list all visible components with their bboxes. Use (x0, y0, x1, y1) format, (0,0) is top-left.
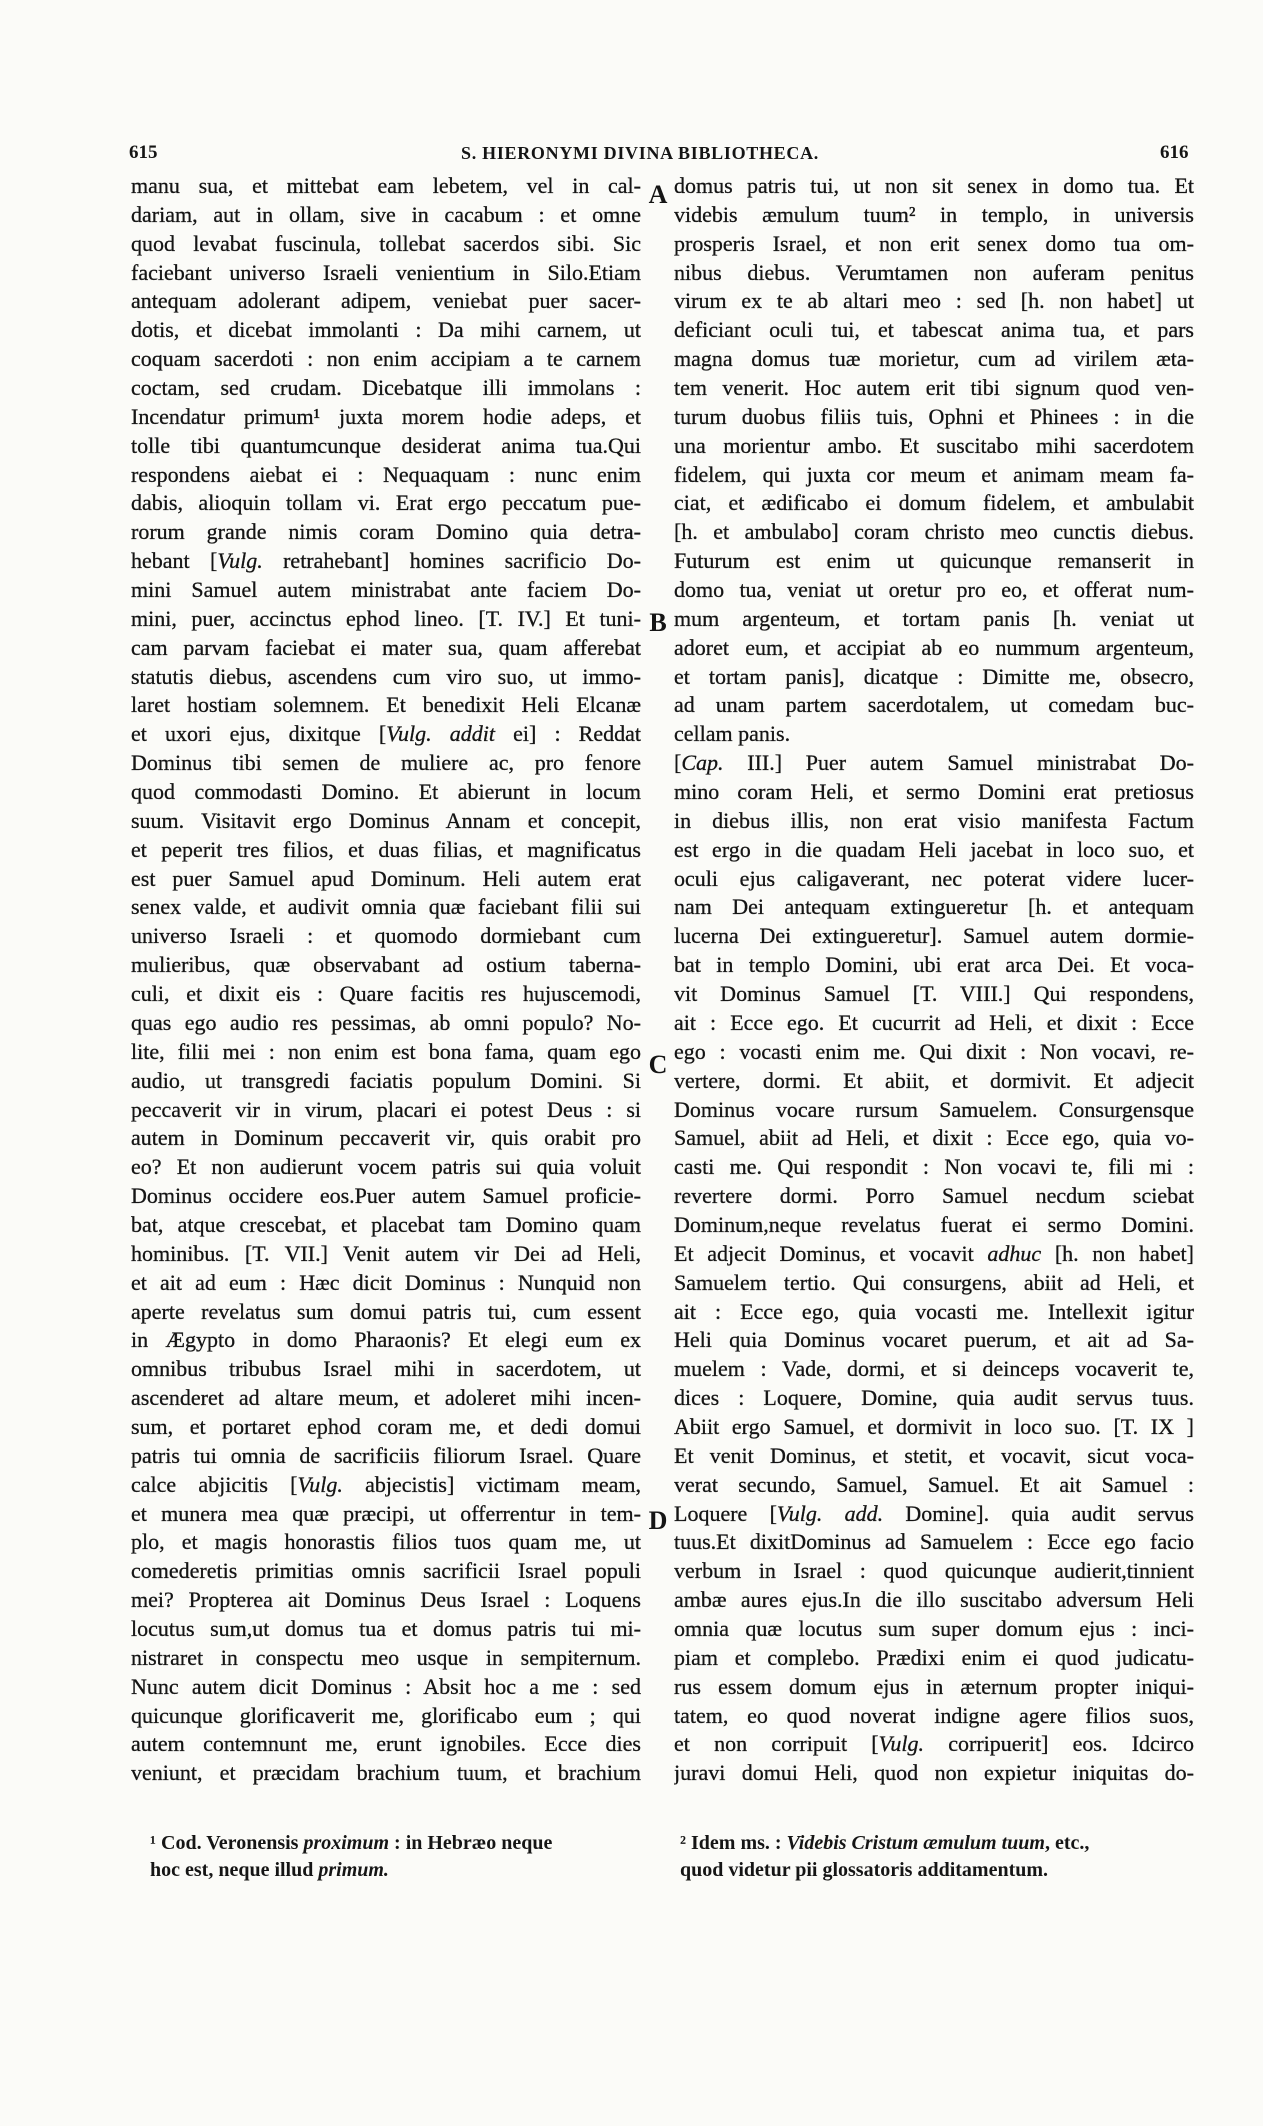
text-run: Et venit Dominus, et stetit, et vocavit, sicut voca- (674, 1442, 1194, 1468)
text-run: ² Idem ms. : (680, 1832, 787, 1854)
text-run: tolle tibi quantumcunque desiderat anima tua.Qui (131, 432, 641, 458)
text-run: magna domus tuæ morietur, cum ad virilem æta- (674, 346, 1194, 372)
text-run: culi, et dixit eis : Quare facitis res hujuscemodi, (131, 981, 641, 1007)
text-run: dices : Loquere, Domine, quia audit servus tuus. (674, 1385, 1194, 1411)
text-run: hebant [ (131, 548, 218, 574)
right-column-line (674, 1528, 1194, 1557)
text-run: manu sua, et mittebat eam lebetem, vel in cal- (131, 173, 641, 198)
right-column-line (674, 316, 1194, 345)
left-column-line (131, 1615, 641, 1644)
text-run: antequam adolerant adipem, veniebat puer sacer- (131, 288, 641, 314)
italic-run: Vulg. (297, 1471, 343, 1497)
left-column-line (131, 1124, 641, 1153)
text-run: et munera mea quæ præcipi, ut offerrentur in tem- (131, 1500, 641, 1526)
right-column-line (674, 1586, 1194, 1615)
text-run: statutis diebus, ascendens cum viro suo, ut immo- (131, 663, 641, 689)
right-column-line (674, 865, 1194, 894)
left-column-line (131, 1096, 641, 1125)
left-column-line (131, 489, 641, 518)
left-column-line (131, 807, 641, 836)
left-column-line (131, 691, 641, 720)
left-column-line (131, 951, 641, 980)
left-column-line (131, 1384, 641, 1413)
right-column-line (674, 1298, 1194, 1327)
text-run: Samuel, abiit ad Heli, et dixit : Ecce ego, quia vo- (674, 1125, 1194, 1151)
text-run: in diebus illis, non erat visio manifesta Factum (674, 807, 1194, 833)
text-run: ait : Ecce ego. Et cucurrit ad Heli, et dixit : Ecce (674, 1009, 1194, 1035)
footnote-left (150, 1830, 630, 1884)
left-column-line (131, 1182, 641, 1211)
text-run: omnibus tribubus Israel mihi in sacerdotem, ut (131, 1356, 641, 1382)
text-run: eo? Et non audierunt vocem patris sui quia voluit (131, 1154, 641, 1180)
text-run: domo tua, veniat ut oretur pro eo, et offerat num- (674, 577, 1194, 603)
text-run: [ (674, 750, 682, 776)
text-run: deficiant oculi tui, et tabescat anima tua, et pars (674, 317, 1194, 343)
right-column-line (674, 1326, 1194, 1355)
right-column-line (674, 1759, 1194, 1788)
right-column-line (674, 1124, 1194, 1153)
text-run: ait : Ecce ego, quia vocasti me. Intellexit igitur (674, 1298, 1194, 1324)
page-number-right: 616 (1160, 142, 1189, 163)
left-column-line (131, 172, 641, 201)
footnote-right (680, 1830, 1190, 1884)
text-run: Dominum,neque revelatus fuerat ei sermo Domini. (674, 1211, 1194, 1237)
text-run: lite, filii mei : non enim est bona fama, quam ego (131, 1038, 641, 1064)
right-column-line (674, 1240, 1194, 1269)
left-column-line (131, 1471, 641, 1500)
text-run: retrahebant] homines sacrificio Do- (262, 548, 641, 574)
left-column-line (131, 403, 641, 432)
text-run: : in Hebræo neque (389, 1832, 553, 1854)
text-run: ad unam partem sacerdotalem, ut comedam buc- (674, 692, 1194, 718)
text-run: et uxori ejus, dixitque [ (131, 721, 387, 747)
right-column-line (674, 836, 1194, 865)
text-run: [h. et ambulabo] coram christo meo cunctis diebus. (674, 519, 1194, 545)
left-column-line (131, 1269, 641, 1298)
right-column-line (674, 1096, 1194, 1125)
left-column-line (131, 1413, 641, 1442)
text-run: sum, et portaret ephod coram me, et dedi domui (131, 1413, 641, 1439)
left-column-line (131, 230, 641, 259)
text-run: Dominus tibi semen de muliere ac, pro fenore (131, 750, 641, 776)
left-column-line (131, 1586, 641, 1615)
text-run: universo Israeli : et quomodo dormiebant cum (131, 923, 641, 949)
text-run: Incendatur primum¹ juxta morem hodie adeps, et (131, 403, 641, 429)
text-run: est puer Samuel apud Dominum. Heli autem erat (131, 865, 641, 891)
text-run: ambæ aures ejus.In die illo suscitabo adversum Heli (674, 1587, 1194, 1613)
text-run: mini Samuel autem ministrabat ante faciem Do- (131, 577, 641, 603)
right-column-line (674, 1557, 1194, 1586)
right-column-line (674, 1413, 1194, 1442)
left-column-line (131, 1038, 641, 1067)
left-column-line (131, 518, 641, 547)
right-column-line (674, 605, 1194, 634)
text-run: audio, ut transgredi faciatis populum Domini. Si (131, 1067, 641, 1093)
text-run: videbis æmulum tuum² in templo, in universis (674, 201, 1194, 227)
left-column-line (131, 287, 641, 316)
text-run: piam et complebo. Prædixi enim ei quod judicatu- (674, 1644, 1194, 1670)
italic-run: Vulg. (878, 1731, 925, 1757)
text-run: et ait ad eum : Hæc dicit Dominus : Nunquid non (131, 1269, 641, 1295)
right-column-line (674, 807, 1194, 836)
right-column-line (674, 951, 1194, 980)
left-column-line (131, 1355, 641, 1384)
text-run: prosperis Israel, et non erit senex domo tua om- (674, 230, 1194, 256)
left-column-line (131, 1500, 641, 1529)
text-run: una morientur ambo. Et suscitabo mihi sacerdotem (674, 432, 1194, 458)
footnote-line (150, 1857, 630, 1884)
text-run: , etc., (1044, 1832, 1090, 1854)
text-run: mini, puer, accinctus ephod lineo. [T. IV.] Et tuni- (131, 605, 641, 631)
text-run: corripuerit] eos. Idcirco (924, 1731, 1194, 1757)
left-column-line (131, 605, 641, 634)
left-column-line (131, 1211, 641, 1240)
right-column-line (674, 634, 1194, 663)
text-run: Dominus vocare rursum Samuelem. Consurgensque (674, 1096, 1194, 1122)
text-run: muelem : Vade, dormi, et si deinceps vocaverit te, (674, 1356, 1194, 1382)
text-run: fidelem, qui juxta cor meum et animam meam fa- (674, 461, 1194, 487)
text-run: plo, et magis honorastis filios tuos quam me, ut (131, 1529, 641, 1555)
right-column-line (674, 345, 1194, 374)
text-run: dabis, alioquin tollam vi. Erat ergo peccatum pue- (131, 490, 641, 516)
right-column-line (674, 778, 1194, 807)
running-title: S. HIERONYMI DIVINA BIBLIOTHECA. (461, 143, 819, 163)
text-run: juravi domui Heli, quod non expietur iniquitas do- (674, 1760, 1194, 1786)
left-column-line (131, 1153, 641, 1182)
text-run: suum. Visitavit ergo Dominus Annam et concepit, (131, 807, 641, 833)
text-run: Loquere [ (674, 1500, 777, 1526)
right-column-line (674, 403, 1194, 432)
right-column-line (674, 1644, 1194, 1673)
margin-letter-a: A (648, 180, 668, 209)
text-run: et tortam panis], dicatque : Dimitte me, obsecro, (674, 663, 1194, 689)
text-run: mei? Propterea ait Dominus Deus Israel : Loquens (131, 1587, 641, 1613)
right-column-line (674, 1038, 1194, 1067)
text-run: Heli quia Dominus vocaret puerum, et ait ad Sa- (674, 1327, 1194, 1353)
text-run: respondens aiebat ei : Nequaquam : nunc enim (131, 461, 641, 487)
text-run: casti me. Qui respondit : Non vocavi te, fili mi : (674, 1154, 1194, 1180)
text-run: est ergo in die quadam Heli jacebat in loco suo, et (674, 836, 1194, 862)
right-column-line (674, 374, 1194, 403)
left-column-line (131, 1702, 641, 1731)
text-run: cam parvam faciebat ei mater sua, quam afferebat (131, 634, 641, 660)
right-column-line (674, 230, 1194, 259)
text-run: ego : vocasti enim me. Qui dixit : Non vocavi, re- (674, 1038, 1194, 1064)
text-run: et non corripuit [ (674, 1731, 879, 1757)
right-column-line (674, 1500, 1194, 1529)
text-run: cellam panis. (674, 721, 791, 747)
italic-run: proximum (303, 1832, 390, 1854)
left-column-line (131, 432, 641, 461)
text-run: ¹ Cod. Veronensis (150, 1832, 304, 1854)
text-run: et peperit tres filios, et duas filias, et magnificatus (131, 836, 641, 862)
right-column-line (674, 1730, 1194, 1759)
text-run: veniunt, et præcidam brachium tuum, et brachium (131, 1760, 641, 1786)
margin-letter-b: B (649, 608, 667, 637)
text-run: lucerna Dei extingueretur]. Samuel autem dormie- (674, 923, 1194, 949)
margin-letter-c: C (648, 1050, 668, 1079)
text-run: mino coram Heli, et sermo Domini erat pretiosus (674, 779, 1194, 805)
right-column-line (674, 576, 1194, 605)
text-run: comederetis primitias omnis sacrificii Israel populi (131, 1558, 641, 1584)
right-column-line (674, 922, 1194, 951)
right-column-line (674, 547, 1194, 576)
left-column-line (131, 1759, 641, 1788)
text-run: nam Dei antequam extingueretur [h. et antequam (674, 894, 1194, 920)
right-column-line (674, 172, 1194, 201)
right-column-line (674, 1702, 1194, 1731)
italic-run: Vulg. (217, 548, 263, 574)
text-run: hoc est, neque illud (150, 1859, 319, 1881)
text-run: dotis, et dicebat immolanti : Da mihi carnem, ut (131, 317, 641, 343)
footnote-line (680, 1830, 1190, 1857)
text-run: verat secundo, Samuel, Samuel. Et ait Samuel : (674, 1471, 1194, 1497)
left-column-line (131, 201, 641, 230)
italic-run: Vulg. add. (776, 1500, 884, 1526)
text-run: adoret eum, et accipiat ab eo nummum argenteum, (674, 634, 1194, 660)
left-column-line (131, 259, 641, 288)
right-column-line (674, 1355, 1194, 1384)
right-column-line (674, 489, 1194, 518)
left-column-line (131, 547, 641, 576)
text-run: in Ægypto in domo Pharaonis? Et elegi eum ex (131, 1327, 641, 1353)
left-column-line (131, 1442, 641, 1471)
text-run: turum duobus filiis tuis, Ophni et Phinees : in die (674, 403, 1194, 429)
text-run: rus essem domum ejus in æternum propter iniqui- (674, 1673, 1194, 1699)
right-column-line (674, 691, 1194, 720)
text-run: Samuelem tertio. Qui consurgens, abiit ad Heli, et (674, 1269, 1194, 1295)
text-run: nibus diebus. Verumtamen non auferam penitus (674, 259, 1194, 285)
right-column-line (674, 432, 1194, 461)
text-run: Abiit ergo Samuel, et dormivit in loco suo. [T. IX ] (674, 1413, 1194, 1439)
text-run: senex valde, et audivit omnia quæ faciebant filii sui (131, 894, 641, 920)
left-column-line (131, 461, 641, 490)
left-column-line (131, 1240, 641, 1269)
text-run: faciebant universo Israeli venientium in Silo.Etiam (131, 259, 641, 285)
text-run: quod commodasti Domino. Et abierunt in locum (131, 779, 641, 805)
right-column-line (674, 1211, 1194, 1240)
right-column-line (674, 1384, 1194, 1413)
italic-run: Cap. (681, 750, 724, 776)
text-run: quicunque glorificaverit me, glorificabo eum ; qui (131, 1702, 641, 1728)
text-run: abjecistis] victimam meam, (342, 1471, 641, 1497)
left-column-line (131, 1067, 641, 1096)
margin-letter-d: D (648, 1506, 668, 1535)
left-column-line (131, 1730, 641, 1759)
text-run: quod levabat fuscinula, tollebat sacerdos sibi. Sic (131, 230, 641, 256)
text-run: mum argenteum, et tortam panis [h. veniat ut (674, 605, 1194, 631)
text-run: domus patris tui, ut non sit senex in domo tua. Et (674, 173, 1194, 198)
right-column-line (674, 1182, 1194, 1211)
left-column-line (131, 663, 641, 692)
text-run: verbum in Israel : quod quicunque audierit,tinnient (674, 1558, 1194, 1584)
left-column-line (131, 634, 641, 663)
right-column-line (674, 1442, 1194, 1471)
text-run: coctam, sed crudam. Dicebatque illi immolans : (131, 375, 641, 401)
italic-run: Videbis Cristum æmulum tuum (786, 1832, 1045, 1854)
text-run: hominibus. [T. VII.] Venit autem vir Dei ad Heli, (131, 1240, 641, 1266)
text-run: locutus sum,ut domus tua et domus patris tui mi- (131, 1615, 641, 1641)
right-column-line (674, 1009, 1194, 1038)
right-column-line (674, 980, 1194, 1009)
text-run: vertere, dormi. Et abiit, et dormivit. Et adjecit (674, 1067, 1194, 1093)
left-column-line (131, 374, 641, 403)
text-run: quod videtur pii glossatoris additamentum. (680, 1859, 1049, 1881)
left-column-line (131, 836, 641, 865)
left-column-line (131, 720, 641, 749)
left-column-line (131, 1009, 641, 1038)
left-column (131, 172, 641, 1788)
right-column-line (674, 518, 1194, 547)
text-run: omnia quæ locutus sum super domum ejus : inci- (674, 1615, 1194, 1641)
text-run: virum ex te ab altari meo : sed [h. non habet] ut (674, 288, 1194, 314)
text-run: ciat, et ædificabo ei domum fidelem, et ambulabit (674, 490, 1194, 516)
text-run: revertere dormi. Porro Samuel necdum sciebat (674, 1183, 1194, 1209)
italic-run: adhuc (987, 1240, 1042, 1266)
footnote-line (150, 1830, 630, 1857)
left-column-line (131, 1326, 641, 1355)
left-column-line (131, 345, 641, 374)
text-run: nistraret in conspectu meo usque in sempiternum. (131, 1644, 641, 1670)
text-run: ei] : Reddat (494, 721, 641, 747)
text-run: III.] Puer autem Samuel ministrabat Do- (723, 750, 1194, 776)
text-run: Domine]. quia audit servus (883, 1500, 1194, 1526)
right-column-line (674, 1615, 1194, 1644)
text-run: bat, atque crescebat, et placebat tam Domino quam (131, 1211, 641, 1237)
right-column-line (674, 720, 1194, 749)
text-run: bat in templo Domini, ubi erat arca Dei. Et voca- (674, 952, 1194, 978)
text-run: laret hostiam solemnem. Et benedixit Heli Elcanæ (131, 692, 641, 718)
left-column-line (131, 865, 641, 894)
text-run: [h. non habet] (1041, 1240, 1194, 1266)
left-column-line (131, 980, 641, 1009)
italic-run: Vulg. addit (386, 721, 495, 747)
footnote-line (680, 1857, 1190, 1884)
right-column-line (674, 461, 1194, 490)
right-column-line (674, 663, 1194, 692)
text-run: mulieribus, quæ observabant ad ostium taberna- (131, 952, 641, 978)
right-column-line (674, 201, 1194, 230)
right-column-line (674, 1269, 1194, 1298)
text-run: vit Dominus Samuel [T. VIII.] Qui respondens, (674, 981, 1194, 1007)
text-run: oculi ejus caligaverant, nec poterat videre lucer- (674, 865, 1194, 891)
left-column-line (131, 893, 641, 922)
right-column-line (674, 1673, 1194, 1702)
right-column-line (674, 1067, 1194, 1096)
text-run: Nunc autem dicit Dominus : Absit hoc a me : sed (131, 1673, 641, 1699)
right-column-line (674, 749, 1194, 778)
text-run: patris tui omnia de sacrificiis filiorum Israel. Quare (131, 1442, 641, 1468)
text-run: coquam sacerdoti : non enim accipiam a te carnem (131, 346, 641, 372)
italic-run: primum. (318, 1859, 389, 1881)
right-column-line (674, 287, 1194, 316)
right-column-line (674, 893, 1194, 922)
text-run: autem in Dominum peccaverit vir, quis orabit pro (131, 1125, 641, 1151)
left-column-line (131, 1673, 641, 1702)
right-column-line (674, 1153, 1194, 1182)
text-run: rorum grande nimis coram Domino quia detra- (131, 519, 641, 545)
text-run: Et adjecit Dominus, et vocavit (674, 1240, 988, 1266)
left-column-line (131, 1557, 641, 1586)
text-run: tem venerit. Hoc autem erit tibi signum quod ven- (674, 375, 1194, 401)
right-column-line (674, 259, 1194, 288)
left-column-line (131, 576, 641, 605)
text-run: dariam, aut in ollam, sive in cacabum : et omne (131, 201, 641, 227)
left-column-line (131, 749, 641, 778)
text-run: peccaverit vir in virum, placari ei potest Deus : si (131, 1096, 641, 1122)
text-run: Dominus occidere eos.Puer autem Samuel proficie- (131, 1183, 641, 1209)
text-run: tuus.Et dixitDominus ad Samuelem : Ecce ego facio (674, 1529, 1194, 1555)
left-column-line (131, 316, 641, 345)
right-column-line (674, 1471, 1194, 1500)
left-column-line (131, 1298, 641, 1327)
left-column-line (131, 922, 641, 951)
page-number-left: 615 (129, 142, 158, 163)
left-column-line (131, 778, 641, 807)
left-column-line (131, 1644, 641, 1673)
text-run: quas ego audio res pessimas, ab omni populo? No- (131, 1009, 641, 1035)
right-column (674, 172, 1194, 1788)
text-run: autem contemnunt me, erunt ignobiles. Ecce dies (131, 1731, 641, 1757)
text-run: ascenderet ad altare meum, et adoleret mihi incen- (131, 1385, 641, 1411)
left-column-line (131, 1528, 641, 1557)
text-run: calce abjicitis [ (131, 1471, 298, 1497)
text-run: aperte revelatus sum domui patris tui, cum essent (131, 1298, 641, 1324)
text-run: tatem, eo quod noverat indigne agere filios suos, (674, 1702, 1194, 1728)
text-run: Futurum est enim ut quicunque remanserit in (674, 548, 1194, 574)
